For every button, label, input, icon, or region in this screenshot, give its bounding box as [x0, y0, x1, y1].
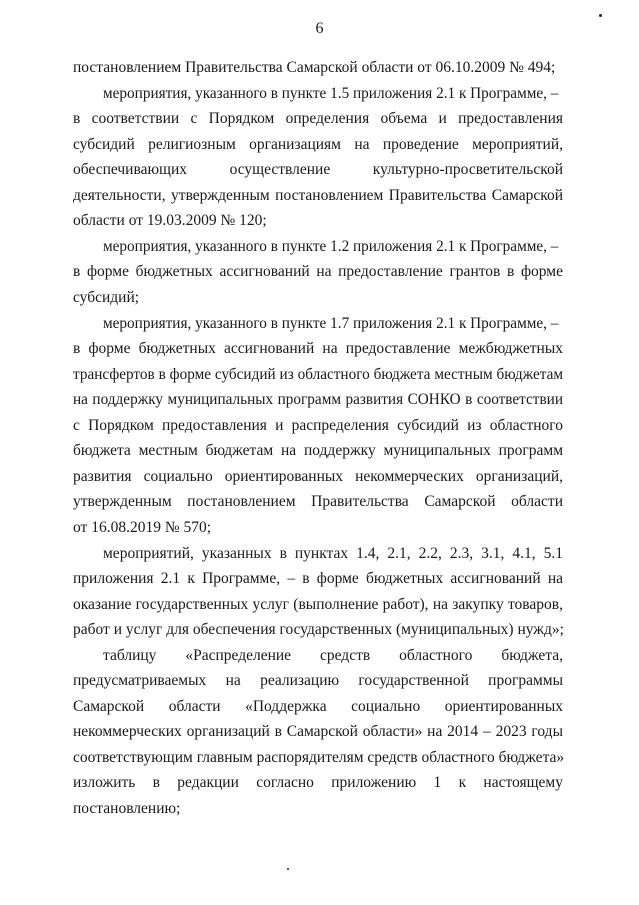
text-line: предусматриваемых на реализацию государственной программы — [73, 672, 563, 690]
text-line: утвержденным постановлением Правительства Самарской области — [73, 493, 563, 511]
scan-speck — [287, 868, 289, 870]
text-line: оказание государственных услуг (выполнение работ), на закупку товаров, — [73, 595, 563, 613]
text-line: постановлению; — [73, 800, 181, 817]
text-line: субсидий религиозным организациям на проведение мероприятий, — [73, 135, 563, 153]
page-number: 6 — [315, 20, 324, 37]
text-line: обеспечивающих осуществление культурно-просветительской — [73, 161, 563, 179]
text-line: бюджета местным бюджетам на поддержку муниципальных программ — [73, 442, 563, 460]
text-line: Самарской области «Поддержка социально ориентированных — [73, 697, 563, 715]
text-line: изложить в редакции согласно приложению 1 к настоящему — [73, 774, 563, 792]
text-line: таблицу «Распределение средств областного бюджета, — [103, 646, 563, 664]
text-line: мероприятия, указанного в пункте 1.5 приложения 2.1 к Программе, – — [103, 84, 559, 102]
text-line: с Порядком предоставления и распределения субсидий из областного — [73, 416, 563, 434]
text-line: в соответствии с Порядком определения объема и предоставления — [73, 110, 563, 128]
text-line: от 16.08.2019 № 570; — [73, 518, 212, 536]
scan-speck — [599, 14, 602, 17]
text-line: приложения 2.1 к Программе, – в форме бюджетных ассигнований на — [73, 570, 563, 587]
text-line: области от 19.03.2009 № 120; — [73, 212, 267, 230]
text-line: некоммерческих организаций в Самарской области» на 2014 – 2023 годы — [73, 723, 563, 741]
text-line: постановлением Правительства Самарской области от 06.10.2009 № 494; — [73, 59, 556, 76]
text-line: деятельности, утвержденным постановлением Правительства Самарской — [73, 186, 563, 204]
text-line: в форме бюджетных ассигнований на предоставление межбюджетных — [73, 340, 563, 358]
text-line: трансфертов в форме субсидий из областного бюджета местным бюджетам — [73, 365, 563, 383]
text-line: мероприятия, указанного в пункте 1.2 приложения 2.1 к Программе, – — [103, 237, 559, 255]
text-line: развития социально ориентированных некоммерческих организаций, — [73, 467, 563, 485]
text-line: работ и услуг для обеспечения государственных (муниципальных) нужд»; — [73, 621, 564, 639]
text-line: в форме бюджетных ассигнований на предоставление грантов в форме — [73, 263, 563, 281]
text-line: соответствующим главным распорядителям средств областного бюджета» — [73, 748, 565, 766]
text-line: на поддержку муниципальных программ развития СОНКО в соответствии — [73, 391, 563, 409]
text-line: мероприятия, указанного в пункте 1.7 приложения 2.1 к Программе, – — [103, 314, 559, 332]
text-line: субсидий; — [73, 289, 140, 306]
text-line: мероприятий, указанных в пунктах 1.4, 2.1, 2.2, 2.3, 3.1, 4.1, 5.1 — [103, 544, 563, 562]
